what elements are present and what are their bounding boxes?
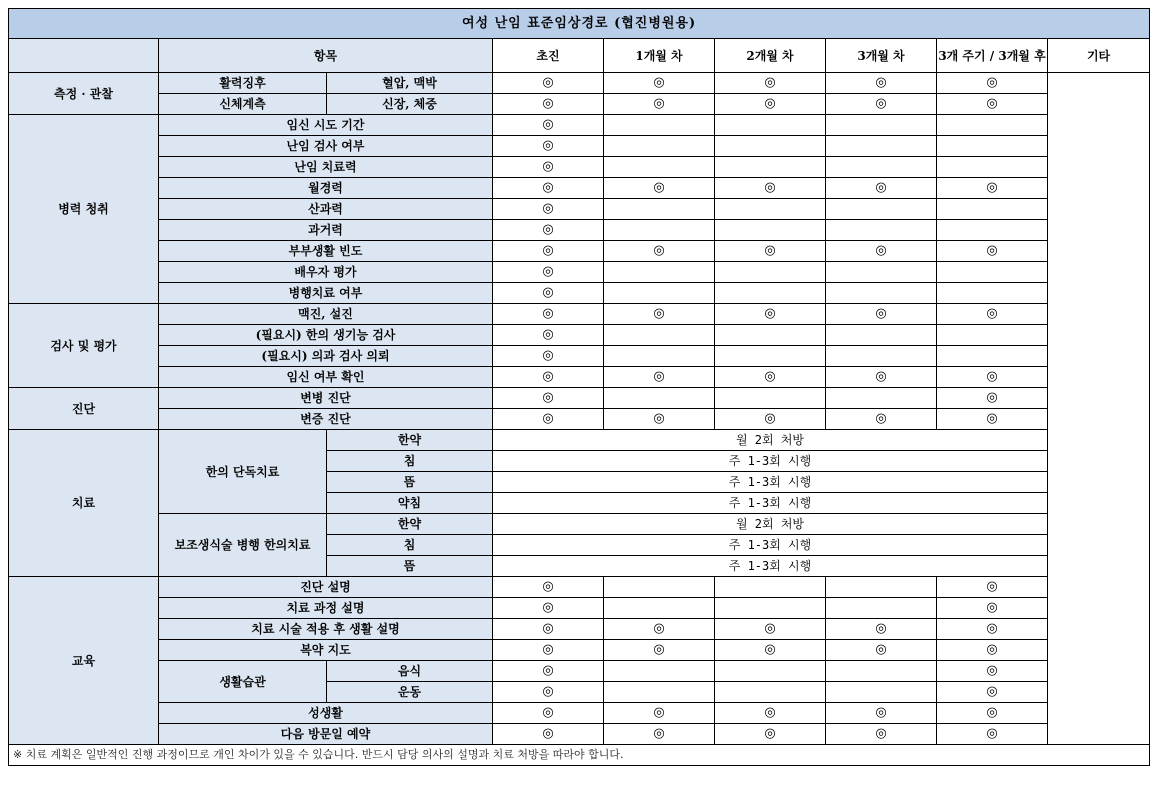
- mark-cell: [826, 682, 937, 703]
- mark-cell: ◎: [715, 178, 826, 199]
- category-diagnosis: 진단: [9, 388, 159, 430]
- table-row: [9, 598, 1150, 619]
- mark-cell: ◎: [937, 388, 1048, 409]
- mark-cell: ◎: [715, 703, 826, 724]
- mark-cell: [826, 262, 937, 283]
- header-period-0: 초진: [493, 39, 604, 73]
- mark-cell: [604, 136, 715, 157]
- mark-cell: ◎: [493, 241, 604, 262]
- item-label: 맥진, 설진: [159, 304, 493, 325]
- treatment-schedule: 주 1-3회 시행: [493, 535, 1048, 556]
- item-label: 과거력: [159, 220, 493, 241]
- mark-cell: ◎: [715, 304, 826, 325]
- mark-cell: ◎: [493, 325, 604, 346]
- mark-cell: [826, 115, 937, 136]
- item-label: 성생활: [159, 703, 493, 724]
- item-label: 변증 진단: [159, 409, 493, 430]
- table-row: [9, 283, 1150, 304]
- treatment-schedule: 월 2회 처방: [493, 514, 1048, 535]
- mark-cell: ◎: [715, 640, 826, 661]
- treatment-item: 뜸: [327, 556, 493, 577]
- table-row: [9, 73, 1150, 94]
- mark-cell: ◎: [937, 73, 1048, 94]
- mark-cell: ◎: [493, 115, 604, 136]
- item-label: 변병 진단: [159, 388, 493, 409]
- table-row: [9, 325, 1150, 346]
- mark-cell: ◎: [493, 619, 604, 640]
- mark-cell: ◎: [826, 94, 937, 115]
- mark-cell: [604, 388, 715, 409]
- header-period-2: 2개월 차: [715, 39, 826, 73]
- treatment-item: 한약: [327, 514, 493, 535]
- mark-cell: ◎: [937, 619, 1048, 640]
- mark-cell: [715, 283, 826, 304]
- mark-cell: [937, 283, 1048, 304]
- header-period-4: 3개 주기 / 3개월 후: [937, 39, 1048, 73]
- other-column: [1048, 73, 1150, 745]
- item-label: 배우자 평가: [159, 262, 493, 283]
- mark-cell: ◎: [493, 178, 604, 199]
- item-label: 혈압, 맥박: [327, 73, 493, 94]
- mark-cell: [715, 661, 826, 682]
- mark-cell: [826, 220, 937, 241]
- mark-cell: ◎: [715, 724, 826, 745]
- mark-cell: [826, 661, 937, 682]
- mark-cell: ◎: [493, 283, 604, 304]
- mark-cell: ◎: [604, 304, 715, 325]
- item-label: 신장, 체중: [327, 94, 493, 115]
- item-label: 부부생활 빈도: [159, 241, 493, 262]
- table-row: [9, 409, 1150, 430]
- mark-cell: ◎: [826, 178, 937, 199]
- mark-cell: ◎: [493, 73, 604, 94]
- mark-cell: [715, 325, 826, 346]
- mark-cell: [715, 115, 826, 136]
- mark-cell: ◎: [937, 178, 1048, 199]
- header-other: 기타: [1048, 39, 1150, 73]
- sub-item: 활력징후: [159, 73, 327, 94]
- mark-cell: ◎: [493, 640, 604, 661]
- category-treatment: 치료: [9, 430, 159, 577]
- table-row: [9, 39, 1150, 73]
- treatment-schedule: 주 1-3회 시행: [493, 493, 1048, 514]
- mark-cell: [715, 577, 826, 598]
- page-title: 여성 난임 표준임상경로 (협진병원용): [9, 9, 1150, 39]
- table-row: [9, 388, 1150, 409]
- mark-cell: ◎: [493, 577, 604, 598]
- mark-cell: [715, 136, 826, 157]
- item-label: 월경력: [159, 178, 493, 199]
- mark-cell: ◎: [604, 178, 715, 199]
- mark-cell: [604, 283, 715, 304]
- treatment-schedule: 주 1-3회 시행: [493, 472, 1048, 493]
- mark-cell: [715, 388, 826, 409]
- category-education: 교육: [9, 577, 159, 745]
- table-row: [9, 367, 1150, 388]
- table-row: [9, 304, 1150, 325]
- item-label: 다음 방문일 예약: [159, 724, 493, 745]
- mark-cell: [937, 199, 1048, 220]
- table-row: [9, 157, 1150, 178]
- mark-cell: ◎: [826, 73, 937, 94]
- mark-cell: [715, 262, 826, 283]
- mark-cell: [604, 577, 715, 598]
- mark-cell: ◎: [715, 619, 826, 640]
- mark-cell: [715, 220, 826, 241]
- table-row: [9, 178, 1150, 199]
- mark-cell: ◎: [604, 619, 715, 640]
- mark-cell: ◎: [826, 640, 937, 661]
- mark-cell: ◎: [937, 682, 1048, 703]
- mark-cell: [604, 199, 715, 220]
- table-row: [9, 115, 1150, 136]
- mark-cell: [604, 598, 715, 619]
- mark-cell: ◎: [826, 304, 937, 325]
- mark-cell: ◎: [715, 241, 826, 262]
- mark-cell: [826, 283, 937, 304]
- mark-cell: [604, 157, 715, 178]
- mark-cell: [715, 157, 826, 178]
- mark-cell: [826, 325, 937, 346]
- item-label: 병행치료 여부: [159, 283, 493, 304]
- mark-cell: ◎: [493, 220, 604, 241]
- mark-cell: ◎: [493, 262, 604, 283]
- mark-cell: [826, 388, 937, 409]
- mark-cell: [826, 157, 937, 178]
- mark-cell: ◎: [826, 703, 937, 724]
- mark-cell: ◎: [715, 73, 826, 94]
- mark-cell: ◎: [493, 136, 604, 157]
- mark-cell: ◎: [493, 409, 604, 430]
- treatment-group-0: 한의 단독치료: [159, 430, 327, 514]
- mark-cell: [937, 157, 1048, 178]
- table-row: [9, 724, 1150, 745]
- mark-cell: ◎: [493, 724, 604, 745]
- item-label: 산과력: [159, 199, 493, 220]
- mark-cell: ◎: [937, 304, 1048, 325]
- header-period-3: 3개월 차: [826, 39, 937, 73]
- treatment-item: 약침: [327, 493, 493, 514]
- treatment-item: 뜸: [327, 472, 493, 493]
- item-label: 난임 치료력: [159, 157, 493, 178]
- mark-cell: ◎: [937, 409, 1048, 430]
- mark-cell: ◎: [604, 703, 715, 724]
- mark-cell: ◎: [604, 409, 715, 430]
- mark-cell: [604, 262, 715, 283]
- treatment-item: 한약: [327, 430, 493, 451]
- mark-cell: ◎: [493, 661, 604, 682]
- mark-cell: ◎: [493, 703, 604, 724]
- table-row: [9, 619, 1150, 640]
- table-row: [9, 661, 1150, 682]
- mark-cell: [604, 346, 715, 367]
- table-row: [9, 640, 1150, 661]
- treatment-item: 침: [327, 535, 493, 556]
- item-label: 임신 여부 확인: [159, 367, 493, 388]
- mark-cell: ◎: [493, 598, 604, 619]
- mark-cell: [604, 682, 715, 703]
- mark-cell: [715, 346, 826, 367]
- mark-cell: ◎: [826, 241, 937, 262]
- habit-group: 생활습관: [159, 661, 327, 703]
- mark-cell: ◎: [604, 94, 715, 115]
- mark-cell: ◎: [715, 409, 826, 430]
- table-row: [9, 703, 1150, 724]
- mark-cell: [937, 262, 1048, 283]
- mark-cell: ◎: [937, 241, 1048, 262]
- mark-cell: ◎: [715, 94, 826, 115]
- mark-cell: [937, 325, 1048, 346]
- mark-cell: ◎: [604, 640, 715, 661]
- table-row: [9, 577, 1150, 598]
- mark-cell: ◎: [937, 640, 1048, 661]
- mark-cell: ◎: [493, 367, 604, 388]
- mark-cell: [604, 220, 715, 241]
- mark-cell: ◎: [604, 367, 715, 388]
- category-history: 병력 청취: [9, 115, 159, 304]
- mark-cell: ◎: [826, 724, 937, 745]
- header-period-1: 1개월 차: [604, 39, 715, 73]
- table-row: [9, 9, 1150, 39]
- mark-cell: [604, 661, 715, 682]
- mark-cell: ◎: [937, 94, 1048, 115]
- mark-cell: [826, 199, 937, 220]
- mark-cell: ◎: [604, 241, 715, 262]
- item-label: 진단 설명: [159, 577, 493, 598]
- mark-cell: ◎: [826, 367, 937, 388]
- mark-cell: [826, 577, 937, 598]
- category-exam: 검사 및 평가: [9, 304, 159, 388]
- habit-item: 운동: [327, 682, 493, 703]
- table-row: [9, 199, 1150, 220]
- mark-cell: ◎: [493, 388, 604, 409]
- mark-cell: ◎: [826, 409, 937, 430]
- item-label: 복약 지도: [159, 640, 493, 661]
- footnote: ※ 치료 계획은 일반적인 진행 과정이므로 개인 차이가 있을 수 있습니다. 반드시 담당 의사의 설명과 치료 처방을 따라야 합니다.: [9, 745, 1150, 766]
- table-row: [9, 346, 1150, 367]
- mark-cell: ◎: [715, 367, 826, 388]
- mark-cell: [826, 136, 937, 157]
- mark-cell: ◎: [493, 682, 604, 703]
- item-label: 난임 검사 여부: [159, 136, 493, 157]
- clinical-pathway-table: [8, 8, 1150, 766]
- mark-cell: ◎: [937, 598, 1048, 619]
- item-label: (필요시) 의과 검사 의뢰: [159, 346, 493, 367]
- mark-cell: [604, 115, 715, 136]
- mark-cell: ◎: [937, 577, 1048, 598]
- item-label: 임신 시도 기간: [159, 115, 493, 136]
- mark-cell: ◎: [937, 661, 1048, 682]
- mark-cell: ◎: [493, 199, 604, 220]
- item-label: (필요시) 한의 생기능 검사: [159, 325, 493, 346]
- header-item: 항목: [159, 39, 493, 73]
- table-row: [9, 136, 1150, 157]
- table-row: [9, 745, 1150, 766]
- mark-cell: [826, 346, 937, 367]
- table-row: [9, 262, 1150, 283]
- mark-cell: ◎: [493, 346, 604, 367]
- treatment-schedule: 주 1-3회 시행: [493, 451, 1048, 472]
- mark-cell: [604, 325, 715, 346]
- treatment-group-1: 보조생식술 병행 한의치료: [159, 514, 327, 577]
- mark-cell: ◎: [937, 367, 1048, 388]
- table-row: [9, 514, 1150, 535]
- mark-cell: [937, 136, 1048, 157]
- mark-cell: ◎: [826, 619, 937, 640]
- header-blank: [9, 39, 159, 73]
- mark-cell: ◎: [604, 73, 715, 94]
- mark-cell: [715, 682, 826, 703]
- mark-cell: [937, 220, 1048, 241]
- item-label: 치료 과정 설명: [159, 598, 493, 619]
- mark-cell: [715, 199, 826, 220]
- mark-cell: [937, 115, 1048, 136]
- table-row: [9, 94, 1150, 115]
- treatment-schedule: 주 1-3회 시행: [493, 556, 1048, 577]
- treatment-item: 침: [327, 451, 493, 472]
- mark-cell: ◎: [937, 724, 1048, 745]
- treatment-schedule: 월 2회 처방: [493, 430, 1048, 451]
- mark-cell: ◎: [493, 157, 604, 178]
- table-row: [9, 220, 1150, 241]
- mark-cell: [937, 346, 1048, 367]
- mark-cell: [715, 598, 826, 619]
- table-row: [9, 241, 1150, 262]
- item-label: 치료 시술 적용 후 생활 설명: [159, 619, 493, 640]
- mark-cell: ◎: [604, 724, 715, 745]
- mark-cell: ◎: [937, 703, 1048, 724]
- mark-cell: ◎: [493, 304, 604, 325]
- mark-cell: ◎: [493, 94, 604, 115]
- table-row: [9, 430, 1150, 451]
- sub-item: 신체계측: [159, 94, 327, 115]
- mark-cell: [826, 598, 937, 619]
- category-measure: 측정 · 관찰: [9, 73, 159, 115]
- habit-item: 음식: [327, 661, 493, 682]
